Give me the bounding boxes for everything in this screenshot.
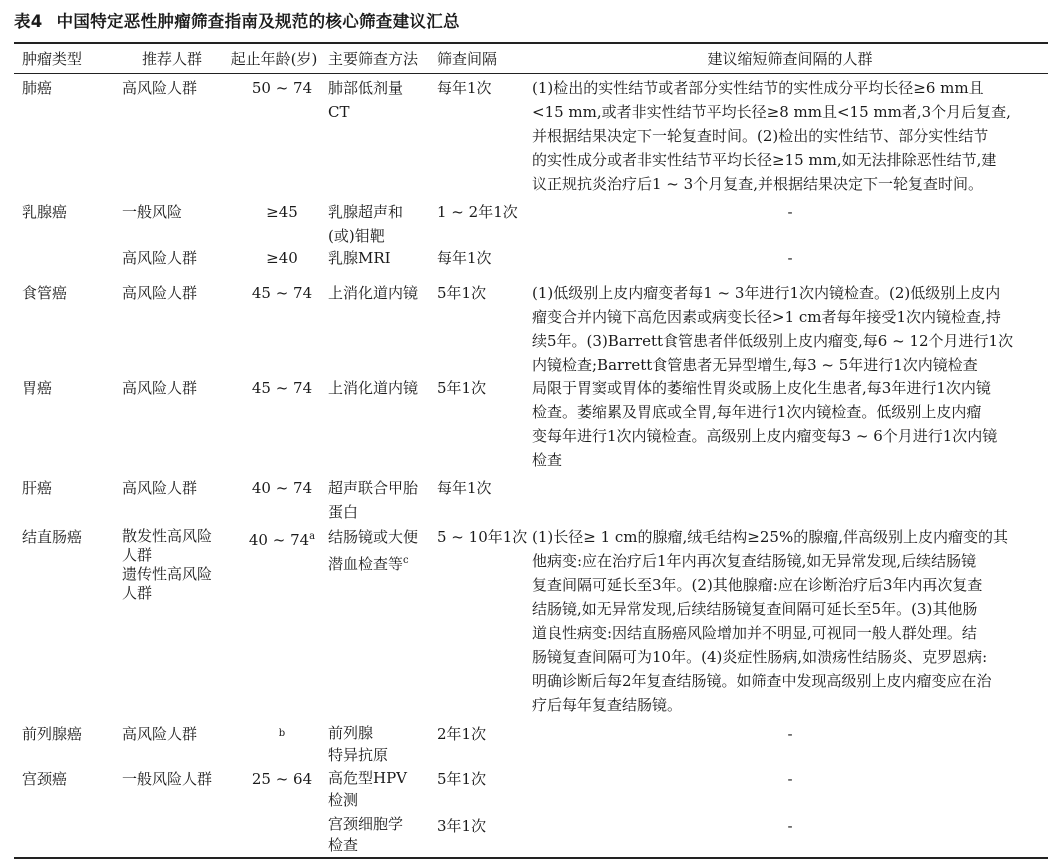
header-tumor-type: 肿瘤类型 [22,50,83,68]
cell-interval: 5 ~ 10年1次 [437,528,528,546]
cell-advice: - [787,817,793,835]
cell-interval: 每年1次 [437,479,492,497]
cell-age: 40 ~ 74 [251,479,313,497]
cell-population: 散发性高风险 人群 遗传性高风险 人群 [122,527,213,602]
cell-interval: 1 ~ 2年1次 [437,203,518,221]
cell-advice: - [787,249,793,267]
table-title: 中国特定恶性肿瘤筛查指南及规范的核心筛查建议汇总 [56,12,460,31]
cell-method: 上消化道内镜 [328,379,419,397]
cell-advice: (1)长径≥ 1 cm的腺瘤,绒毛结构≥25%的腺瘤,伴高级别上皮内瘤变的其 他病变:应在治疗后1年内再次复查结肠镜,如无异常发现,后续结肠镜 复查间隔可延长至3年。(2)其他腺瘤:应在诊断治疗后3年内再次复查 结肠镜,如无异常发现,后续结肠镜复查间隔可延长至5年。(3)其他肠 道良性病变:因结直肠癌风险增加并不明显,可视同一般人群处理。结 肠镜复查间隔可为10年。(4)炎症性肠病,如溃疡性结肠炎、克罗恩病: 明确诊断后每2年复查结肠镜。如筛查中发现高级别上皮内瘤变应在治 疗后每年复查结肠镜。 [532,528,1008,714]
cell-interval: 2年1次 [437,725,487,743]
header-population: 推荐人群 [141,50,202,68]
top-rule [14,42,1048,44]
header-age: 起止年龄(岁) [230,50,318,68]
cell-method: 高危型HPV 检测 [328,769,408,809]
cell-advice: - [787,725,793,743]
cell-method: 超声联合甲胎 蛋白 [328,479,419,521]
cell-interval: 5年1次 [437,770,487,788]
cell-method: 肺部低剂量 CT [328,79,404,121]
cell-population: 高风险人群 [122,379,198,397]
cell-advice: - [787,770,793,788]
cell-method: 上消化道内镜 [328,284,419,302]
cell-advice: (1)检出的实性结节或者部分实性结节的实性成分平均长径≥6 mm且 <15 mm,或者非实性结节平均长径≥8 mm且<15 mm者,3个月后复查, 并根据结果决定下一轮复查时间。(2)检出的实性结节、部分实性结节 的实性成分或者非实性结节平均长径≥15 mm,如无法排除恶性结节,建 议正规抗炎治疗后1 ~ 3个月复查,并根据结果决定下一轮复查时间。 [532,79,1011,193]
cell-population: 高风险人群 [122,79,198,97]
cell-age: 45 ~ 74 [251,284,313,302]
footnote-b: b [278,728,286,739]
cell-interval: 每年1次 [437,249,492,267]
cell-method: 乳腺超声和 (或)钼靶 [328,203,404,245]
cell-age: 50 ~ 74 [251,79,313,97]
cell-age: 40 ~ 74$^a$ [248,531,316,549]
cell-method: 结肠镜或大便 潜血检查等$^c$ [328,528,419,573]
cell-type: 胃癌 [22,379,53,397]
footnote-a: a [309,531,316,542]
cell-type: 食管癌 [22,284,68,302]
cell-advice: (1)低级别上皮内瘤变者每1 ~ 3年进行1次内镜检查。(2)低级别上皮内 瘤变合并内镜下高危因素或病变长径>1 cm者每年接受1次内镜检查,持 续5年。(3)Barrett食管患者伴低级别上皮内瘤变,每6 ~ 12个月进行1次 内镜检查;Barrett食管患者无异型增生,每3 ~ 5年进行1次内镜检查 [532,284,1014,374]
header-rule [14,73,1048,74]
cell-type: 结直肠癌 [22,528,83,546]
cell-age: 45 ~ 74 [251,379,313,397]
cell-interval: 每年1次 [437,79,492,97]
cell-age: ≥45 [266,203,298,221]
cell-age: 25 ~ 64 [251,770,313,788]
cell-type: 宫颈癌 [22,770,68,788]
cell-age [242,722,322,749]
table-caption [14,8,460,32]
cell-population: 高风险人群 [122,284,198,302]
cell-method: 乳腺MRI [328,249,391,267]
header-method: 主要筛查方法 [328,50,419,68]
cell-advice: - [787,203,793,221]
cell-population: 一般风险人群 [122,770,213,788]
cell-type: 肺癌 [22,79,53,97]
bottom-rule [14,857,1048,859]
table-header [14,47,1048,71]
cell-population: 高风险人群 [122,725,198,743]
cell-advice: 局限于胃窦或胃体的萎缩性胃炎或肠上皮化生患者,每3年进行1次内镜 检查。萎缩累及胃底或全胃,每年进行1次内镜检查。低级别上皮内瘤 变每年进行1次内镜检查。高级别上皮内瘤变每3 ~ 6个月进行1次内镜 检查 [532,379,998,469]
cell-method: 前列腺 特异抗原 [328,724,389,764]
cell-population: 高风险人群 [122,249,198,267]
header-interval: 筛查间隔 [437,50,498,68]
cell-type: 前列腺癌 [22,725,83,743]
cell-interval: 3年1次 [437,817,487,835]
cell-interval: 5年1次 [437,284,487,302]
cell-population: 高风险人群 [122,479,198,497]
footnote-c: c [403,555,409,566]
cell-age: ≥40 [266,249,298,267]
cell-population: 一般风险 [122,203,183,221]
cell-type: 乳腺癌 [22,203,68,221]
cell-type: 肝癌 [22,479,53,497]
cell-interval: 5年1次 [437,379,487,397]
header-advice: 建议缩短筛查间隔的人群 [707,50,873,68]
table-number: 表4 [14,12,43,31]
cell-method: 宫颈细胞学 检查 [328,815,404,854]
